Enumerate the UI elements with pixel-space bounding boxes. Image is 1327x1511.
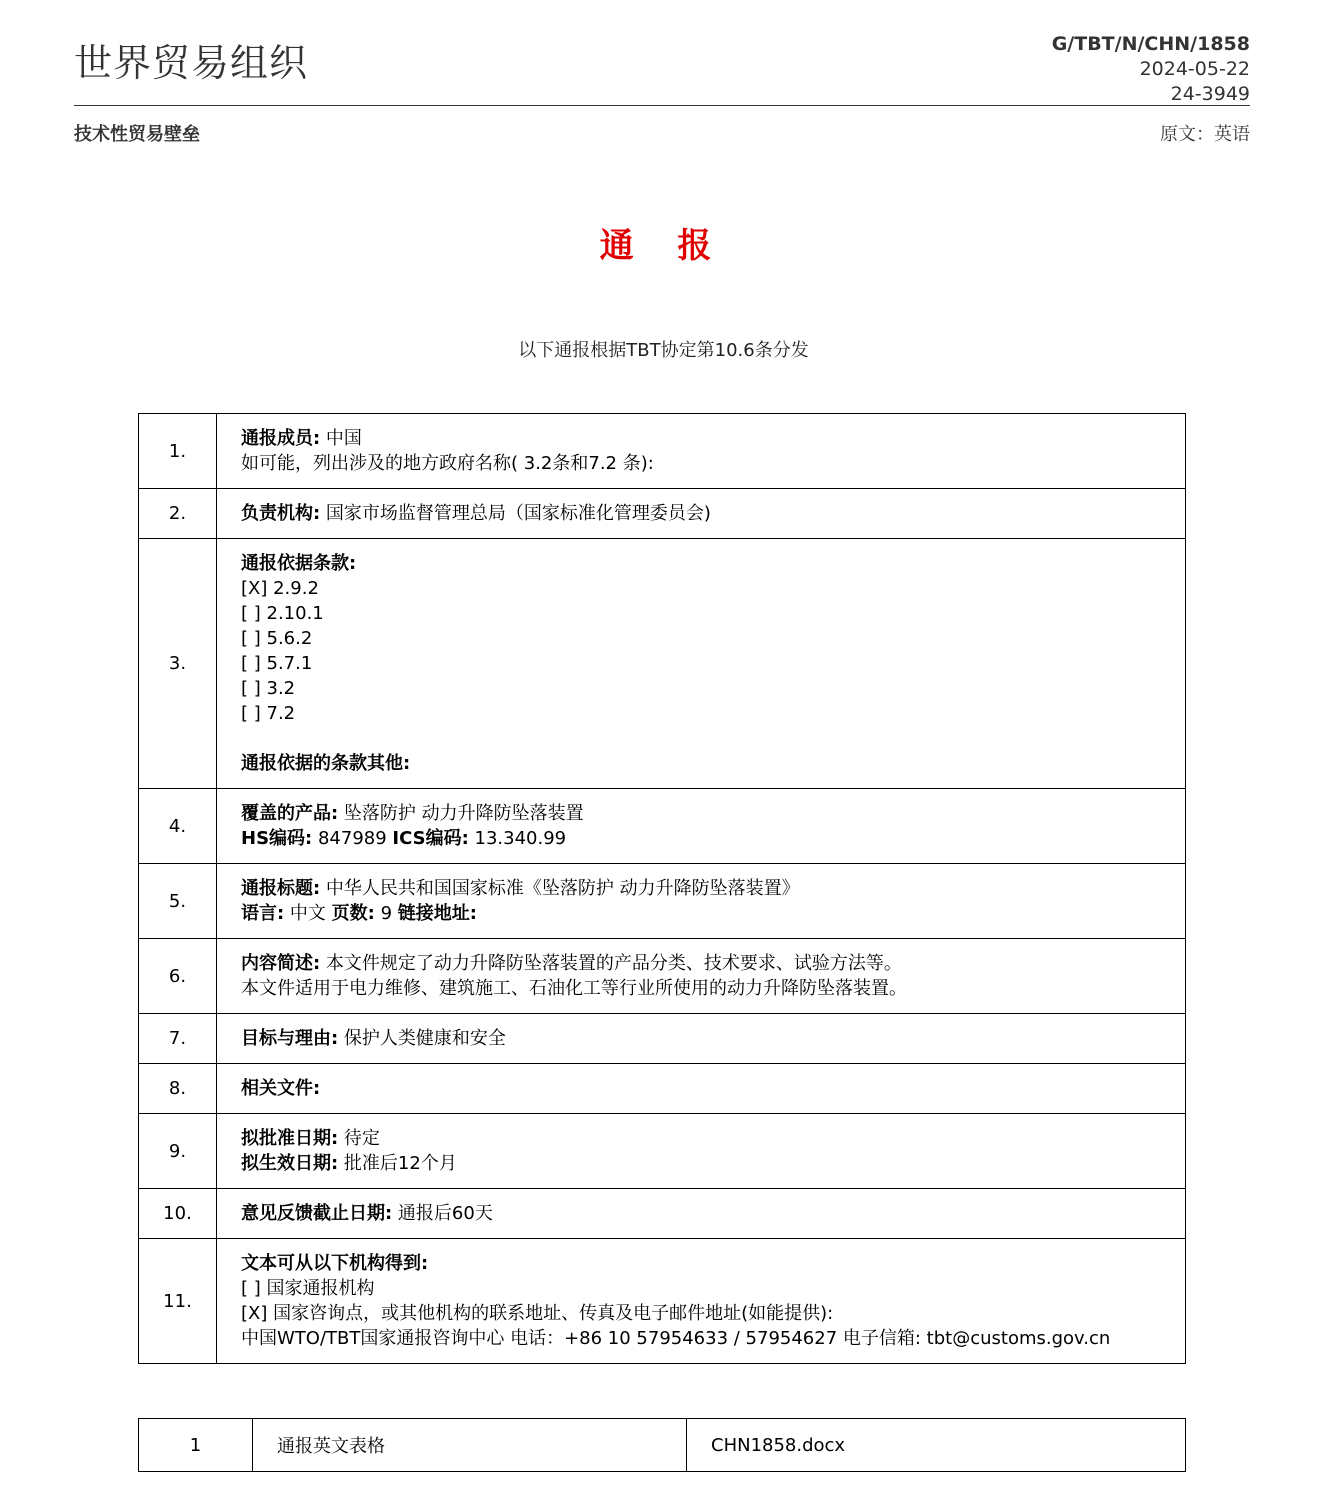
committee-name: 技术性贸易壁垒 <box>74 124 200 145</box>
row-content <box>217 789 1186 864</box>
row-line <box>241 1326 1185 1351</box>
field-label: 通报依据的条款其他: <box>241 753 411 774</box>
row-line <box>241 1201 1185 1226</box>
field-value: [ ] 5.6.2 <box>241 628 313 649</box>
row-line <box>241 876 1185 901</box>
notification-row <box>139 539 1186 789</box>
field-value: 本文件规定了动力升降防坠落装置的产品分类、技术要求、试验方法等。 <box>320 953 902 974</box>
field-value: 13.340.99 <box>468 828 567 849</box>
row-number: 11. <box>139 1239 217 1364</box>
row-line <box>241 501 1185 526</box>
field-value: 本文件适用于电力维修、建筑施工、石油化工等行业所使用的动力升降防坠落装置。 <box>241 978 907 999</box>
row-line <box>241 551 1185 576</box>
row-number: 4. <box>139 789 217 864</box>
row-line <box>241 951 1185 976</box>
row-content <box>217 1114 1186 1189</box>
field-value: 中国 <box>320 428 362 449</box>
row-line <box>241 976 1185 1001</box>
row-number: 5. <box>139 864 217 939</box>
row-line <box>241 426 1185 451</box>
row-line <box>241 701 1185 726</box>
notification-row <box>139 1114 1186 1189</box>
field-label: 目标与理由: <box>241 1028 339 1049</box>
notification-row <box>139 1014 1186 1064</box>
field-value: 中国WTO/TBT国家通报咨询中心 电话：+86 10 57954633 / 57954627 电子信箱: tbt@customs.gov.cn <box>241 1328 1111 1349</box>
attachment-row <box>139 1419 1186 1472</box>
field-label: 通报成员: <box>241 428 321 449</box>
field-label: 覆盖的产品: <box>241 803 339 824</box>
row-content <box>217 1064 1186 1114</box>
field-label: 负责机构: <box>241 503 321 524</box>
row-line <box>241 751 1185 776</box>
blank-line <box>241 726 1185 751</box>
notification-table <box>138 413 1186 1364</box>
notification-row <box>139 489 1186 539</box>
field-label: 文本可从以下机构得到: <box>241 1253 429 1274</box>
field-value: [X] 国家咨询点，或其他机构的联系地址、传真及电子邮件地址(如能提供): <box>241 1303 834 1324</box>
field-label: 拟生效日期: <box>241 1153 339 1174</box>
field-value: 批准后12个月 <box>338 1153 457 1174</box>
notification-row <box>139 414 1186 489</box>
row-content <box>217 864 1186 939</box>
field-label: 通报依据条款: <box>241 553 357 574</box>
field-value: [ ] 2.10.1 <box>241 603 324 624</box>
row-line <box>241 1151 1185 1176</box>
field-value: 国家市场监督管理总局（国家标准化管理委员会) <box>320 503 711 524</box>
row-number: 10. <box>139 1189 217 1239</box>
row-line <box>241 1276 1185 1301</box>
row-content <box>217 539 1186 789</box>
row-content <box>217 489 1186 539</box>
field-value: 待定 <box>338 1128 380 1149</box>
notification-row <box>139 939 1186 1014</box>
row-number: 6. <box>139 939 217 1014</box>
field-label: 相关文件: <box>241 1078 321 1099</box>
notification-row <box>139 1189 1186 1239</box>
field-value: 通报后60天 <box>392 1203 493 1224</box>
field-value: 如可能，列出涉及的地方政府名称( 3.2条和7.2 条): <box>241 453 654 474</box>
row-line <box>241 451 1185 476</box>
row-line <box>241 1251 1185 1276</box>
field-value: 坠落防护 动力升降防坠落装置 <box>338 803 584 824</box>
attachment-table <box>138 1418 1186 1472</box>
field-label: 意见反馈截止日期: <box>241 1203 393 1224</box>
header-divider <box>74 105 1250 106</box>
notification-subtitle: 以下通报根据TBT协定第10.6条分发 <box>518 340 809 361</box>
notification-row <box>139 1239 1186 1364</box>
row-content <box>217 1189 1186 1239</box>
row-number: 8. <box>139 1064 217 1114</box>
field-value: [ ] 3.2 <box>241 678 296 699</box>
row-line <box>241 576 1185 601</box>
document-symbol: G/TBT/N/CHN/1858 <box>1051 33 1250 55</box>
organization-title: 世界贸易组织 <box>74 41 309 85</box>
document-date: 2024-05-22 <box>1139 58 1250 80</box>
attachment-description: 通报英文表格 <box>253 1419 687 1472</box>
notification-row <box>139 864 1186 939</box>
field-value: 9 <box>374 903 398 924</box>
row-line <box>241 901 1185 926</box>
row-line <box>241 1301 1185 1326</box>
field-value: 847989 <box>312 828 393 849</box>
attachment-number: 1 <box>139 1419 253 1472</box>
row-number: 2. <box>139 489 217 539</box>
row-line <box>241 1126 1185 1151</box>
original-language: 原文：英语 <box>1160 124 1250 145</box>
row-number: 7. <box>139 1014 217 1064</box>
document-reference: 24-3949 <box>1170 83 1250 105</box>
field-label: 通报标题: <box>241 878 321 899</box>
row-number: 3. <box>139 539 217 789</box>
field-value: 中华人民共和国国家标准《坠落防护 动力升降防坠落装置》 <box>320 878 800 899</box>
row-line <box>241 1076 1185 1101</box>
field-value: 保护人类健康和安全 <box>338 1028 506 1049</box>
row-content <box>217 1239 1186 1364</box>
field-label: 内容简述: <box>241 953 321 974</box>
notification-row <box>139 789 1186 864</box>
field-value: [ ] 7.2 <box>241 703 296 724</box>
notification-heading: 通 报 <box>599 226 728 266</box>
field-value: [ ] 5.7.1 <box>241 653 313 674</box>
row-number: 9. <box>139 1114 217 1189</box>
field-label: 链接地址: <box>397 903 477 924</box>
field-value: [ ] 国家通报机构 <box>241 1278 375 1299</box>
notification-row <box>139 1064 1186 1114</box>
field-label: ICS编码: <box>392 828 469 849</box>
field-value: [X] 2.9.2 <box>241 578 319 599</box>
row-line <box>241 651 1185 676</box>
row-content <box>217 1014 1186 1064</box>
row-line <box>241 801 1185 826</box>
row-content <box>217 414 1186 489</box>
field-label: 拟批准日期: <box>241 1128 339 1149</box>
row-line <box>241 1026 1185 1051</box>
row-content <box>217 939 1186 1014</box>
row-line <box>241 826 1185 851</box>
field-label: 语言: <box>241 903 285 924</box>
attachment-file-link[interactable]: CHN1858.docx <box>687 1419 1186 1472</box>
document-meta <box>1052 32 1250 107</box>
field-value: 中文 <box>284 903 332 924</box>
row-number: 1. <box>139 414 217 489</box>
row-line <box>241 626 1185 651</box>
row-line <box>241 601 1185 626</box>
field-label: 页数: <box>331 903 375 924</box>
row-line <box>241 676 1185 701</box>
field-label: HS编码: <box>241 828 313 849</box>
